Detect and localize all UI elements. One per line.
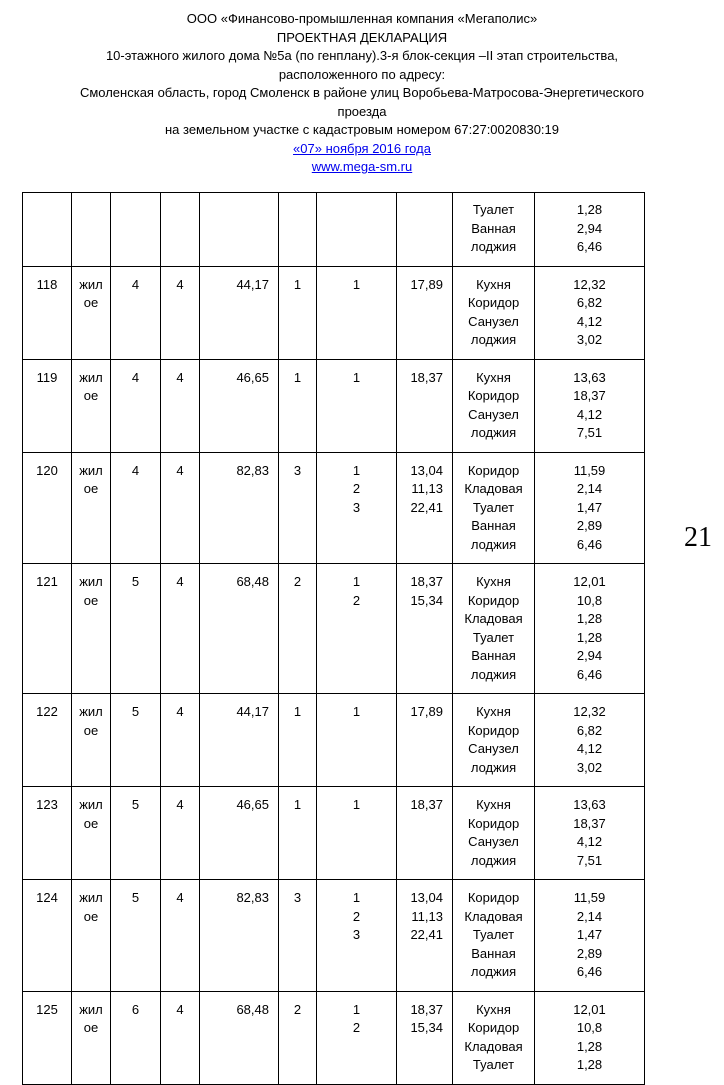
cell-apartment-number-text: 125 xyxy=(36,1001,58,1017)
cell-room-numbers-text: 1 2 3 xyxy=(352,890,361,942)
cell-room-areas xyxy=(397,359,453,452)
cell-apartment-number-text: 118 xyxy=(36,276,58,292)
cell-aux-room-areas xyxy=(535,359,645,452)
cell-floor xyxy=(161,787,200,880)
cell-apartment-number-text: 119 xyxy=(36,369,58,385)
cell-apartment-number xyxy=(23,452,72,564)
cell-apartment-number xyxy=(23,787,72,880)
cell-total-area-text: 68,48 xyxy=(236,574,269,589)
cell-floor-text: 4 xyxy=(176,462,184,478)
cell-premises-type-text: жил ое xyxy=(79,574,103,608)
cell-room-areas-text xyxy=(397,193,452,210)
cell-section xyxy=(111,787,161,880)
cell-total-area-text: 82,83 xyxy=(236,890,269,905)
apartments-table xyxy=(22,192,645,1085)
cell-room-numbers xyxy=(317,694,397,787)
cell-room-areas xyxy=(397,266,453,359)
cell-room-count xyxy=(279,991,317,1084)
cell-section-text: 5 xyxy=(131,797,140,812)
cell-room-numbers xyxy=(317,787,397,880)
cell-section-text xyxy=(111,193,160,210)
cell-floor-text: 4 xyxy=(176,574,184,589)
cell-room-count xyxy=(279,564,317,694)
cell-room-numbers-text: 1 xyxy=(352,704,361,719)
cell-section-text: 5 xyxy=(131,574,140,589)
cell-aux-room-areas xyxy=(535,787,645,880)
cell-section xyxy=(111,564,161,694)
cell-aux-room-names xyxy=(453,787,535,880)
cell-room-count xyxy=(279,193,317,267)
cell-premises-type-text xyxy=(72,193,110,210)
cell-floor xyxy=(161,694,200,787)
page-number: 21 xyxy=(684,522,712,553)
cell-floor-text: 4 xyxy=(176,276,184,292)
cell-total-area-text: 82,83 xyxy=(236,462,269,478)
cell-room-numbers-text: 1 2 xyxy=(352,1001,361,1035)
cell-total-area xyxy=(200,266,279,359)
cell-room-count xyxy=(279,694,317,787)
table-row xyxy=(23,452,645,564)
cell-premises-type-text: жил ое xyxy=(79,462,103,496)
cell-aux-room-names-text: Кухня Коридор Санузел лоджия xyxy=(467,369,520,440)
cell-floor-text: 4 xyxy=(176,1001,184,1017)
cell-room-areas-text: 13,04 11,13 22,41 xyxy=(410,462,443,515)
cell-aux-room-names-text: Туалет Ванная лоджия xyxy=(470,202,517,254)
table-row xyxy=(23,359,645,452)
cell-room-areas-text: 18,37 15,34 xyxy=(410,574,443,608)
cell-total-area-text: 44,17 xyxy=(236,704,269,719)
website-link[interactable]: www.mega-sm.ru xyxy=(311,159,413,174)
cell-room-count-text: 3 xyxy=(293,890,302,905)
cell-room-count-text: 2 xyxy=(293,574,302,589)
cell-section xyxy=(111,452,161,564)
cell-premises-type-text: жил ое xyxy=(79,704,103,738)
cell-room-areas xyxy=(397,193,453,267)
cell-room-count-text xyxy=(279,193,316,210)
cell-aux-room-areas-text: 1,28 2,94 6,46 xyxy=(576,202,603,254)
object-description: 10-этажного жилого дома №5а (по генплану).3-я блок-секция –II этап строительства, xyxy=(105,48,619,63)
cell-room-count xyxy=(279,359,317,452)
cell-aux-room-areas xyxy=(535,266,645,359)
cell-premises-type xyxy=(72,787,111,880)
cell-floor-text: 4 xyxy=(176,369,184,385)
cell-total-area xyxy=(200,359,279,452)
cell-room-areas-text: 17,89 xyxy=(410,276,443,292)
cell-aux-room-names xyxy=(453,991,535,1084)
cell-apartment-number-text: 123 xyxy=(36,797,58,812)
cell-total-area xyxy=(200,564,279,694)
cell-apartment-number-text: 120 xyxy=(36,462,58,478)
cell-aux-room-names-text: Коридор Кладовая Туалет Ванная лоджия xyxy=(464,890,523,979)
cell-aux-room-areas-text: 11,59 2,14 1,47 2,89 6,46 xyxy=(573,890,606,979)
address-line: Смоленская область, город Смоленск в районе улиц Воробьева-Матросова-Энергетического xyxy=(79,85,645,100)
cell-aux-room-areas xyxy=(535,564,645,694)
cell-aux-room-names-text: Кухня Коридор Санузел лоджия xyxy=(467,797,520,868)
cell-room-numbers xyxy=(317,452,397,564)
cell-room-areas-text: 18,37 xyxy=(410,369,443,385)
cell-room-areas xyxy=(397,564,453,694)
cell-aux-room-areas-text: 12,32 6,82 4,12 3,02 xyxy=(573,276,606,347)
cell-aux-room-areas xyxy=(535,991,645,1084)
cell-room-count xyxy=(279,266,317,359)
cell-room-areas-text: 18,37 15,34 xyxy=(410,1001,443,1035)
cell-room-areas-text: 13,04 11,13 22,41 xyxy=(410,890,443,942)
cell-floor-text xyxy=(161,193,199,210)
cell-section-text: 5 xyxy=(131,704,140,719)
cell-aux-room-names-text: Кухня Коридор Кладовая Туалет xyxy=(464,1001,523,1072)
cell-room-numbers-text: 1 2 3 xyxy=(352,462,361,515)
cell-premises-type-text: жил ое xyxy=(79,1001,103,1035)
cell-section-text: 6 xyxy=(131,1001,140,1017)
cell-premises-type xyxy=(72,880,111,992)
cell-room-areas xyxy=(397,880,453,992)
cell-apartment-number xyxy=(23,564,72,694)
cell-floor-text: 4 xyxy=(176,797,184,812)
cell-section xyxy=(111,266,161,359)
cell-total-area-text xyxy=(200,193,278,210)
cell-aux-room-areas-text: 12,32 6,82 4,12 3,02 xyxy=(573,704,606,775)
document-title: ПРОЕКТНАЯ ДЕКЛАРАЦИЯ xyxy=(276,29,448,45)
cell-total-area-text: 46,65 xyxy=(236,369,269,385)
cell-aux-room-areas-text: 12,01 10,8 1,28 1,28 2,94 6,46 xyxy=(573,574,606,682)
cell-apartment-number xyxy=(23,991,72,1084)
cell-section xyxy=(111,193,161,267)
cell-aux-room-names xyxy=(453,359,535,452)
cell-room-areas-text: 18,37 xyxy=(410,797,443,812)
cell-room-count-text: 1 xyxy=(293,276,302,292)
cell-premises-type xyxy=(72,694,111,787)
cell-premises-type xyxy=(72,452,111,564)
cell-floor-text: 4 xyxy=(176,890,184,905)
cell-aux-room-names-text: Кухня Коридор Кладовая Туалет Ванная лоджия xyxy=(464,574,523,682)
cell-premises-type xyxy=(72,564,111,694)
table-body xyxy=(23,193,645,1085)
cell-aux-room-areas xyxy=(535,694,645,787)
table-row xyxy=(23,880,645,992)
cell-section xyxy=(111,880,161,992)
cell-section xyxy=(111,991,161,1084)
cell-aux-room-names xyxy=(453,266,535,359)
cell-total-area xyxy=(200,452,279,564)
cell-room-numbers-text: 1 xyxy=(352,369,361,385)
cell-apartment-number-text xyxy=(23,193,71,210)
cell-premises-type xyxy=(72,193,111,267)
cell-total-area xyxy=(200,880,279,992)
cell-aux-room-areas-text: 13,63 18,37 4,12 7,51 xyxy=(573,797,606,868)
cell-room-areas xyxy=(397,787,453,880)
cell-total-area-text: 68,48 xyxy=(236,1001,269,1017)
cell-premises-type xyxy=(72,359,111,452)
cell-floor xyxy=(161,991,200,1084)
cell-aux-room-names xyxy=(453,564,535,694)
cell-apartment-number-text: 121 xyxy=(36,574,58,589)
table-row xyxy=(23,991,645,1084)
cell-premises-type-text: жил ое xyxy=(79,369,103,403)
cell-premises-type xyxy=(72,266,111,359)
cell-premises-type-text: жил ое xyxy=(79,797,103,831)
cell-room-numbers-text: 1 2 xyxy=(352,574,361,608)
cell-room-areas xyxy=(397,991,453,1084)
cell-apartment-number xyxy=(23,694,72,787)
cell-room-numbers-text: 1 xyxy=(352,797,361,812)
cell-aux-room-names-text: Кухня Коридор Санузел лоджия xyxy=(467,276,520,347)
cell-total-area xyxy=(200,787,279,880)
cell-total-area-text: 46,65 xyxy=(236,797,269,812)
cell-floor xyxy=(161,452,200,564)
cell-apartment-number xyxy=(23,880,72,992)
cell-room-count xyxy=(279,452,317,564)
cell-floor xyxy=(161,880,200,992)
cell-aux-room-areas xyxy=(535,452,645,564)
cell-aux-room-areas xyxy=(535,880,645,992)
cell-room-areas xyxy=(397,452,453,564)
object-description-cont: расположенного по адресу: xyxy=(278,66,446,82)
cell-section-text: 5 xyxy=(131,890,140,905)
cell-room-count xyxy=(279,787,317,880)
date-link[interactable]: «07» ноября 2016 года xyxy=(293,140,431,156)
cell-aux-room-names-text: Коридор Кладовая Туалет Ванная лоджия xyxy=(464,462,523,552)
cell-room-areas-text: 17,89 xyxy=(410,704,443,719)
cell-room-count-text: 1 xyxy=(293,797,302,812)
cell-section-text: 4 xyxy=(131,462,140,478)
cell-aux-room-names xyxy=(453,694,535,787)
cell-room-numbers xyxy=(317,564,397,694)
cell-apartment-number xyxy=(23,193,72,267)
cell-room-numbers-text xyxy=(317,193,396,210)
cell-room-numbers-text: 1 xyxy=(352,276,361,292)
cell-apartment-number xyxy=(23,359,72,452)
cell-room-count-text: 1 xyxy=(293,704,302,719)
cell-aux-room-names xyxy=(453,193,535,267)
cell-apartment-number-text: 122 xyxy=(36,704,58,719)
cell-apartment-number xyxy=(23,266,72,359)
cell-premises-type xyxy=(72,991,111,1084)
cell-aux-room-areas-text: 12,01 10,8 1,28 1,28 xyxy=(573,1001,606,1072)
cell-section-text: 4 xyxy=(131,369,140,385)
cell-room-numbers xyxy=(317,266,397,359)
table-row xyxy=(23,266,645,359)
cell-floor-text: 4 xyxy=(176,704,184,719)
document-header xyxy=(0,10,724,177)
cell-room-count-text: 1 xyxy=(293,369,302,385)
cell-apartment-number-text: 124 xyxy=(36,890,58,905)
cell-room-numbers xyxy=(317,880,397,992)
cell-room-count-text: 3 xyxy=(293,462,302,478)
cell-aux-room-names xyxy=(453,880,535,992)
cell-total-area xyxy=(200,991,279,1084)
cell-room-numbers xyxy=(317,991,397,1084)
cell-floor xyxy=(161,193,200,267)
cell-premises-type-text: жил ое xyxy=(79,276,103,310)
cell-room-numbers xyxy=(317,193,397,267)
cell-aux-room-names xyxy=(453,452,535,564)
table-row xyxy=(23,787,645,880)
company-name: ООО «Финансово-промышленная компания «Мегаполис» xyxy=(186,11,538,26)
table-row xyxy=(23,193,645,267)
cell-aux-room-areas-text: 13,63 18,37 4,12 7,51 xyxy=(573,369,606,440)
address-line-cont: проезда xyxy=(337,103,387,119)
cell-floor xyxy=(161,359,200,452)
cell-section xyxy=(111,694,161,787)
cell-total-area xyxy=(200,694,279,787)
cell-total-area xyxy=(200,193,279,267)
cell-total-area-text: 44,17 xyxy=(236,276,269,292)
cell-room-count xyxy=(279,880,317,992)
cell-room-numbers xyxy=(317,359,397,452)
cell-premises-type-text: жил ое xyxy=(79,890,103,924)
cell-room-count-text: 2 xyxy=(293,1001,302,1017)
cell-aux-room-areas-text: 11,59 2,14 1,47 2,89 6,46 xyxy=(573,462,606,552)
cell-section xyxy=(111,359,161,452)
cell-room-areas xyxy=(397,694,453,787)
cell-aux-room-names-text: Кухня Коридор Санузел лоджия xyxy=(467,704,520,775)
cell-floor xyxy=(161,266,200,359)
cell-floor xyxy=(161,564,200,694)
cell-section-text: 4 xyxy=(131,276,140,292)
cadastral-number: на земельном участке с кадастровым номером 67:27:0020830:19 xyxy=(164,122,559,137)
cell-aux-room-areas xyxy=(535,193,645,267)
table-row xyxy=(23,694,645,787)
table-row xyxy=(23,564,645,694)
